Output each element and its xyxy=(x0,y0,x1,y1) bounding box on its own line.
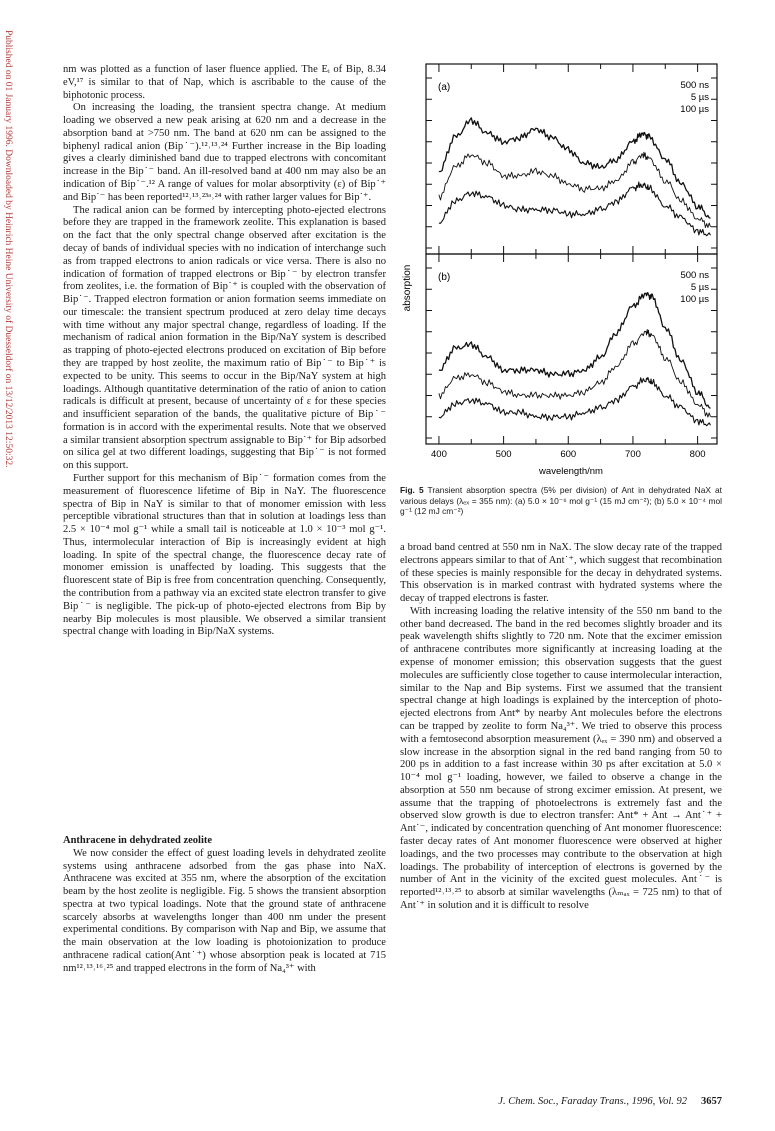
legend-entry: 5 µs xyxy=(690,282,709,293)
download-watermark xyxy=(2,30,14,750)
panel-b xyxy=(426,254,717,444)
journal-citation: J. Chem. Soc., Faraday Trans., 1996, Vol. 92 xyxy=(498,1096,687,1107)
paragraph: nm was plotted as a function of laser fluence applied. The Eᵢ of Bip, 8.34 eV,¹⁷ is similar to that of Nap, which is ascribable to the cause of the biphotonic process. xyxy=(63,64,386,101)
panel-b-frame xyxy=(426,254,717,444)
panel-a-frame xyxy=(426,64,717,254)
x-tick-label: 800 xyxy=(689,449,706,460)
paragraph: Further support for this mechanism of Bip˙⁻ formation comes from the measurement of fluorescence lifetime of Bip in NaY. The fluorescence spectra of Bip in NaY is similar to that of monomer emission with less perceptible vibrational structures than that in solution at loadings less than 2.5 × 10⁻⁴ mol g⁻¹ while a small tail is noticeable at 1.0 × 10⁻³ mol g⁻¹. Thus, intermolecular interaction of Bip is increasingly evident at high loading. In spite of the spectral change, the fluorescence decay rate of monomer emission is unaffected by loading. This suggests that the fluorescent state of Bip is free from concentration quenching. Consequently, the contribution from a pathway via an excited state electron transfer to give Bip˙⁻ is negligible. The pick-up of photo-ejected electrons from Bip by nearby Bip molecules is most plausible. We observed a similar transient spectral change with loading in Bip/NaX systems. xyxy=(63,473,386,638)
paragraph: The radical anion can be formed by intercepting photo-ejected electrons before they are trapped in the framework zeolite. This explanation is based on the fact that the only spectral change observed after excitation is the decay of bands of individual species with no indication of interchange such as from trapped electrons to anion radicals or vice versa. There is also no indication of formation of trapped electrons or Bip˙⁻ by electron transfer from zeolites, i.e. the formation of Bip˙⁺ is coupled with the observation of Bip˙⁻. Trapped electron formation or anion formation seems immediate on our timescale: the transient spectrum produced at zero delay time decays with time without any major spectral change, regardless of loading. If the mechanism of radical anion formation in the Bip/NaY system is described as trapping of photo-ejected electrons produced on excitation of Bip before they are trapped by host zeolite, the maximum ratio of Bip˙⁻ to Bip˙⁺ is expected to be unity. This seems to occur in the Bip/NaY system at high loadings. Although quantitative determination of the ratio of anion to cation radicals is difficult at present, because of uncertainty of ε for these species and insufficient separation of the bands, the qualitative picture of Bip˙⁻ formation is in accord with the experimental results. Note that we observed a similar transient absorption spectrum assignable to Bip˙⁺ for Bip adsorbed on silica gel at two different loadings, suggesting that Bip˙⁻ is not formed on this support. xyxy=(63,204,386,472)
paragraph: We now consider the effect of guest loading levels in dehydrated zeolite systems using anthracene adsorbed from the gas phase into NaX. Anthracene was excited at 355 nm, where the absorption of the excitation beam by the host zeolite is negligible. Fig. 5 shows the transient absorption spectra at two typical loadings. Note that the ground state of anthracene scarcely absorbs at wavelengths longer than 400 nm under the present experimental conditions. By comparison with Nap and Bip, we assume that the main observation at the low loading is photoionization to produce anthracene radical cation(Ant˙⁺) whose absorption peak is located at 715 nm¹²˒¹³˒¹⁶˒²⁵ and trapped electrons in the form of Na₄³⁺ with xyxy=(63,847,386,974)
x-axis-label: wavelength/nm xyxy=(539,466,603,477)
y-axis-label: absorption xyxy=(402,264,413,312)
x-tick-label: 400 xyxy=(431,449,447,460)
panel-label: (a) xyxy=(438,82,451,93)
series-line xyxy=(439,118,711,218)
left-column-lower xyxy=(63,835,386,976)
panel-a xyxy=(426,64,717,254)
panel-label: (b) xyxy=(438,272,451,283)
spectra-chart xyxy=(400,58,722,488)
x-tick-labels xyxy=(431,449,706,460)
download-watermark-text: Published on 01 January 1996. Downloaded by Heinrich Heine University of Duesseldorf on 13/12/2013 12:50:32. xyxy=(3,30,13,468)
section-heading: Anthracene in dehydrated zeolite xyxy=(63,835,213,846)
page-footer xyxy=(438,1096,722,1107)
left-column xyxy=(63,64,386,639)
page-number: 3657 xyxy=(701,1096,722,1107)
paragraph: On increasing the loading, the transient spectra change. At medium loading we observed a new peak arising at 620 nm and a decrease in the absorption band at >750 nm. The band at 620 nm can be assigned to the biphenyl radical anion (Bip˙⁻).¹²˒¹³˒²⁴ Further increase in the Bip loading gives a clearly diminished band due to trapped electrons with concomitant increase in the Bip˙⁻ band. An ill-resolved band at 400 nm may also be an indication of Bip˙⁻.¹² A range of values for molar absorptivity (ε) of Bip˙⁺ and Bip˙⁻ has been reported¹²˒¹³˒²³ᵃ˒²⁴ with rather larger values for Bip˙⁺. xyxy=(63,102,386,203)
right-column xyxy=(400,542,722,913)
series-line xyxy=(439,378,711,426)
legend-entry: 100 µs xyxy=(680,104,709,115)
figure-5 xyxy=(400,58,722,488)
legend-entry: 5 µs xyxy=(690,92,709,103)
legend-entry: 500 ns xyxy=(680,270,709,281)
figure-caption xyxy=(400,485,722,517)
legend-entry: 100 µs xyxy=(680,294,709,305)
paragraph: With increasing loading the relative intensity of the 550 nm band to the other band decreased. The band in the red becomes slightly broader and its peak wavelength shifts slightly to 720 nm. Note that the excimer emission of anthracene contributes more significantly at increasing loading at the expense of monomer emission; this observation suggests that the guest molecules are sufficiently close together to cause intermolecular interaction, similar to the Nap and Bip systems. First we assumed that the transient spectral change at high loadings is explained by the interception of photo-ejected electrons from Ant* by nearby Ant molecules before the electrons can be trapped by zeolite to form Na₄³⁺. We tried to observe this process with a femtosecond absorption measurement (λₑₓ = 390 nm) and observed a slow increase in the absorption signal in the red band ranging from 50 to 200 ps in addition to a fast increase within 30 ps after excitation at 5.0 × 10⁻⁴ mol g⁻¹ loading, however, we failed to observe a change in the absorption at 550 nm because of strong excimer emission. At present, we assume that the trapping of photoelectrons is extremely fast and the observed slow growth is due to electron transfer: Ant* + Ant → Ant˙⁺ + Ant˙⁻, indicated by concentration quenching of Ant monomer fluorescence: faster decay rates of Ant monomer fluorescence were observed at higher loadings, and the two processes may contribute to the observation at high loadings. The probability of interception of electrons is governed by the number of Ant in the vicinity of the excited guest molecules. Ant˙⁻ is reported¹²˒¹³˒²⁵ to absorb at similar wavelengths (λₘₐₓ = 725 nm) to that of Ant˙⁺ in solution and it is difficult to resolve xyxy=(400,605,722,911)
x-tick-label: 600 xyxy=(560,449,577,460)
legend-entry: 500 ns xyxy=(680,80,709,91)
caption-label: Fig. 5 xyxy=(400,485,424,495)
paragraph: a broad band centred at 550 nm in NaX. The slow decay rate of the trapped electrons appears similar to that of Ant˙⁺, which suggest that recombination of these species is mainly responsible for the decay in dehydrated systems. This observation is in marked contrast with hydrated systems where the decay of trapped electrons is faster. xyxy=(400,542,722,605)
x-tick-label: 500 xyxy=(495,449,512,460)
series-line xyxy=(439,182,711,236)
series-line xyxy=(439,293,711,409)
series-line xyxy=(439,330,711,418)
caption-text: Transient absorption spectra (5% per division) of Ant in dehydrated NaX at various delays (λₑₓ = 355 nm): (a) 5.0 × 10⁻⁶ mol g⁻¹ (15 mJ cm⁻²); (b) 5.0 × 10⁻⁴ mol g⁻¹ (12 mJ cm⁻²) xyxy=(400,485,722,516)
x-tick-label: 700 xyxy=(625,449,641,460)
